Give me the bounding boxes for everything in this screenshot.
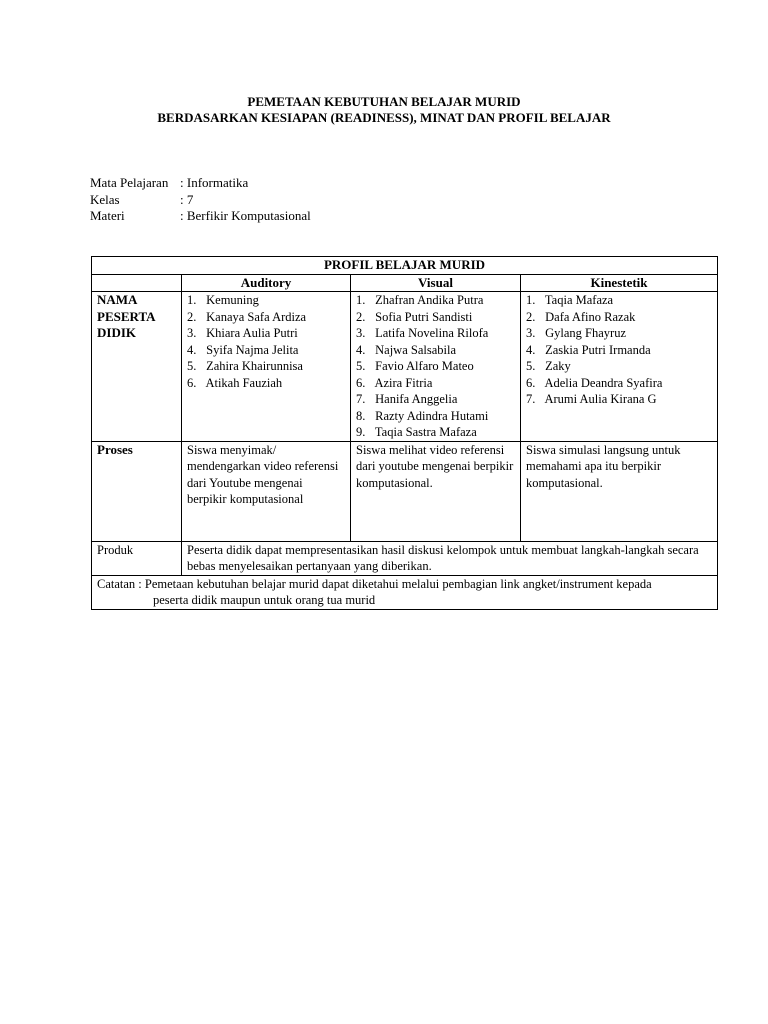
proses-visual: Siswa melihat video referensi dari youtube mengenai berpikir komputasional.	[351, 441, 521, 541]
list-item: 1. Zhafran Andika Putra	[356, 293, 484, 307]
list-item: 8. Razty Adindra Hutami	[356, 408, 489, 423]
list-item: 7. Arumi Aulia Kirana G	[526, 392, 657, 406]
visual-name-list	[356, 292, 515, 441]
table-row-catatan	[92, 575, 718, 609]
produk-text: Peserta didik dapat mempresentasikan hasil diskusi kelompok untuk membuat langkah-langkah secara bebas menyelesaikan pertanyaan yang diberikan.	[182, 541, 718, 575]
list-item: 3. Gylang Fhayruz	[526, 326, 627, 340]
nama-label-line3: DIDIK	[97, 325, 137, 340]
list-item: 3. Khiara Aulia Putri	[187, 326, 298, 340]
produk-label: Produk	[92, 541, 182, 575]
list-item: 4. Zaskia Putri Irmanda	[526, 342, 651, 357]
table-main-header: PROFIL BELAJAR MURID	[92, 257, 718, 275]
table-header-row	[92, 257, 718, 275]
list-item: 7. Hanifa Anggelia	[356, 392, 458, 406]
list-item: 6. Azira Fitria	[356, 375, 433, 390]
subject-info	[90, 175, 311, 225]
proses-label: Proses	[92, 441, 182, 541]
list-item: 5. Zaky	[526, 359, 571, 373]
table-row-nama	[92, 292, 718, 442]
list-item: 5. Zahira Khairunnisa	[187, 359, 303, 373]
catatan-line2: peserta didik maupun untuk orang tua murid	[153, 593, 376, 607]
nama-peserta-label	[92, 292, 182, 442]
kinestetik-names-cell	[521, 292, 718, 442]
list-item: 9. Taqia Sastra Mafaza	[356, 425, 477, 439]
visual-names-cell	[351, 292, 521, 442]
proses-auditory: Siswa menyimak/ mendengarkan video referensi dari Youtube mengenai berpikir komputasional	[182, 441, 351, 541]
nama-label-line2: PESERTA	[97, 308, 156, 324]
meta-row-kelas	[90, 192, 311, 209]
meta-row-mapel	[90, 175, 311, 192]
kelas-value: : 7	[180, 191, 194, 207]
list-item: 3. Latifa Novelina Rilofa	[356, 326, 489, 340]
meta-row-materi	[90, 208, 311, 225]
auditory-name-list	[187, 292, 345, 391]
list-item: 2. Dafa Afino Razak	[526, 309, 636, 324]
column-header-visual: Visual	[351, 274, 521, 292]
profil-belajar-table	[91, 256, 718, 610]
list-item: 2. Kanaya Safa Ardiza	[187, 309, 307, 324]
list-item: 5. Favio Alfaro Mateo	[356, 359, 474, 373]
mapel-value: : Informatika	[180, 175, 249, 190]
table-column-header-row	[92, 274, 718, 292]
catatan-line1: Catatan : Pemetaan kebutuhan belajar murid dapat diketahui melalui pembagian link angket/instrument kepada	[97, 576, 652, 591]
auditory-names-cell	[182, 292, 351, 442]
document-title-line1: PEMETAAN KEBUTUHAN BELAJAR MURID	[247, 94, 521, 109]
list-item: 4. Syifa Najma Jelita	[187, 342, 299, 357]
nama-label-line1: NAMA	[97, 292, 138, 307]
catatan-cell	[92, 575, 718, 609]
list-item: 6. Adelia Deandra Syafira	[526, 375, 663, 390]
column-header-auditory: Auditory	[182, 274, 351, 292]
proses-kinestetik: Siswa simulasi langsung untuk memahami apa itu berpikir komputasional.	[521, 441, 718, 541]
kinestetik-name-list	[526, 292, 712, 408]
kelas-label: Kelas	[90, 191, 120, 207]
materi-label: Materi	[90, 208, 125, 223]
list-item: 4. Najwa Salsabila	[356, 342, 457, 357]
table-row-produk	[92, 541, 718, 575]
list-item: 1. Kemuning	[187, 293, 259, 307]
empty-header-cell	[92, 274, 182, 292]
column-header-kinestetik: Kinestetik	[521, 274, 718, 292]
document-title-line2: BERDASARKAN KESIAPAN (READINESS), MINAT DAN PROFIL BELAJAR	[157, 110, 611, 125]
list-item: 2. Sofia Putri Sandisti	[356, 309, 473, 324]
mapel-label: Mata Pelajaran	[90, 175, 169, 190]
table-row-proses	[92, 441, 718, 541]
list-item: 1. Taqia Mafaza	[526, 293, 614, 307]
list-item: 6. Atikah Fauziah	[187, 375, 283, 390]
materi-value: : Berfikir Komputasional	[180, 208, 311, 223]
